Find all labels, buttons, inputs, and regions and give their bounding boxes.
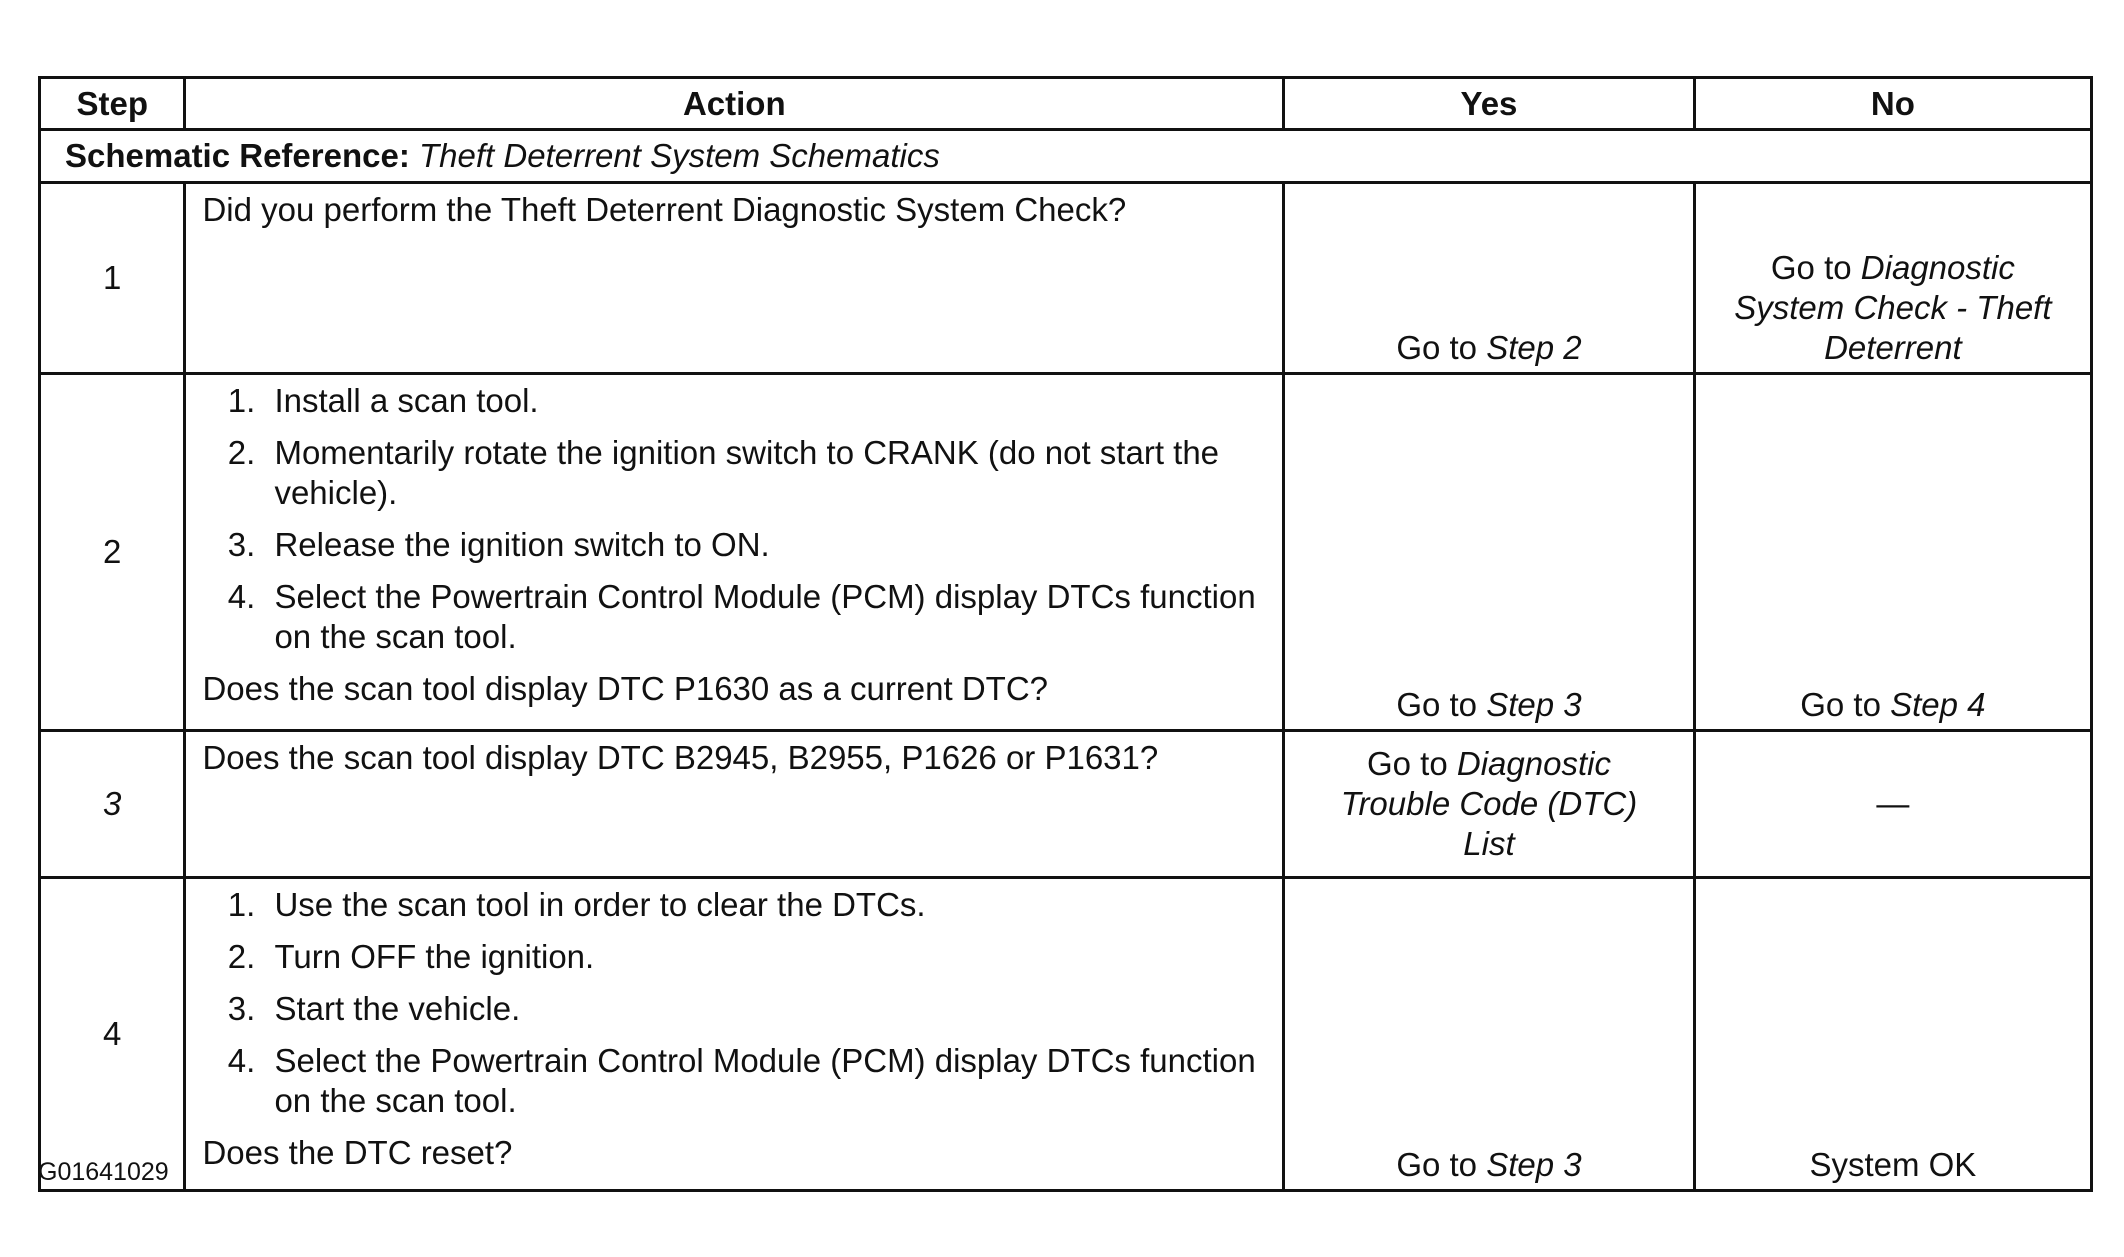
no-cell [1694, 731, 2091, 878]
no-link[interactable]: Step 4 [1890, 686, 1986, 723]
header-step: Step [40, 78, 185, 130]
substep-list [202, 381, 1268, 657]
substep: 1. Install a scan tool. [264, 381, 1268, 421]
table-row [40, 183, 2092, 374]
table-header-row [40, 78, 2092, 130]
action-cell [185, 374, 1284, 731]
no-result: System OK [1809, 1146, 1977, 1183]
table-row [40, 374, 2092, 731]
yes-cell [1284, 878, 1695, 1191]
header-yes: Yes [1284, 78, 1695, 130]
no-prefix: Go to [1770, 249, 1852, 286]
figure-id: G01641029 [38, 1158, 169, 1186]
no-cell [1694, 183, 2091, 374]
yes-cell [1284, 731, 1695, 878]
substep: 4. Select the Powertrain Control Module (PCM) display DTCs function on the scan tool. [264, 1041, 1268, 1121]
substep-list [202, 885, 1268, 1121]
table-row [40, 878, 2092, 1191]
schematic-reference-row [40, 130, 2092, 183]
step-number: 3 [40, 731, 185, 878]
yes-cell [1284, 183, 1695, 374]
substep: 3. Release the ignition switch to ON. [264, 525, 1268, 565]
no-link[interactable]: Diagnostic System Check - Theft Deterrent [1734, 249, 2052, 366]
substep: 4. Select the Powertrain Control Module (PCM) display DTCs function on the scan tool. [264, 577, 1268, 657]
yes-cell [1284, 374, 1695, 731]
action-question: Did you perform the Theft Deterrent Diagnostic System Check? [202, 191, 1127, 228]
schematic-reference-link[interactable]: Theft Deterrent System Schematics [419, 137, 940, 174]
step-number: 2 [40, 374, 185, 731]
action-cell [185, 731, 1284, 878]
action-question: Does the scan tool display DTC P1630 as a current DTC? [202, 670, 1049, 707]
action-cell [185, 878, 1284, 1191]
step-number: 4 [40, 878, 185, 1191]
yes-link[interactable]: Step 3 [1486, 1146, 1582, 1183]
action-question: Does the DTC reset? [202, 1134, 513, 1171]
no-cell [1694, 374, 2091, 731]
action-question: Does the scan tool display DTC B2945, B2955, P1626 or P1631? [202, 739, 1159, 776]
no-prefix: Go to [1800, 686, 1881, 723]
schematic-reference [40, 130, 2092, 183]
step-number: 1 [40, 183, 185, 374]
table-row [40, 731, 2092, 878]
action-cell [185, 183, 1284, 374]
yes-link[interactable]: Step 2 [1486, 329, 1582, 366]
header-action: Action [185, 78, 1284, 130]
header-no: No [1694, 78, 2091, 130]
diagnostic-table [38, 76, 2093, 1192]
yes-prefix: Go to [1396, 1146, 1478, 1183]
substep: 3. Start the vehicle. [264, 989, 1268, 1029]
no-cell [1694, 878, 2091, 1191]
yes-prefix: Go to [1396, 686, 1478, 723]
no-dash: — [1876, 785, 1910, 822]
yes-link[interactable]: Step 3 [1486, 686, 1582, 723]
substep: 2. Turn OFF the ignition. [264, 937, 1268, 977]
yes-prefix: Go to [1366, 745, 1448, 782]
substep: 1. Use the scan tool in order to clear the DTCs. [264, 885, 1268, 925]
substep: 2. Momentarily rotate the ignition switch to CRANK (do not start the vehicle). [264, 433, 1268, 513]
yes-prefix: Go to [1396, 329, 1478, 366]
yes-link[interactable]: Diagnostic Trouble Code (DTC) List [1340, 745, 1638, 862]
schematic-reference-label: Schematic Reference: [65, 137, 410, 174]
